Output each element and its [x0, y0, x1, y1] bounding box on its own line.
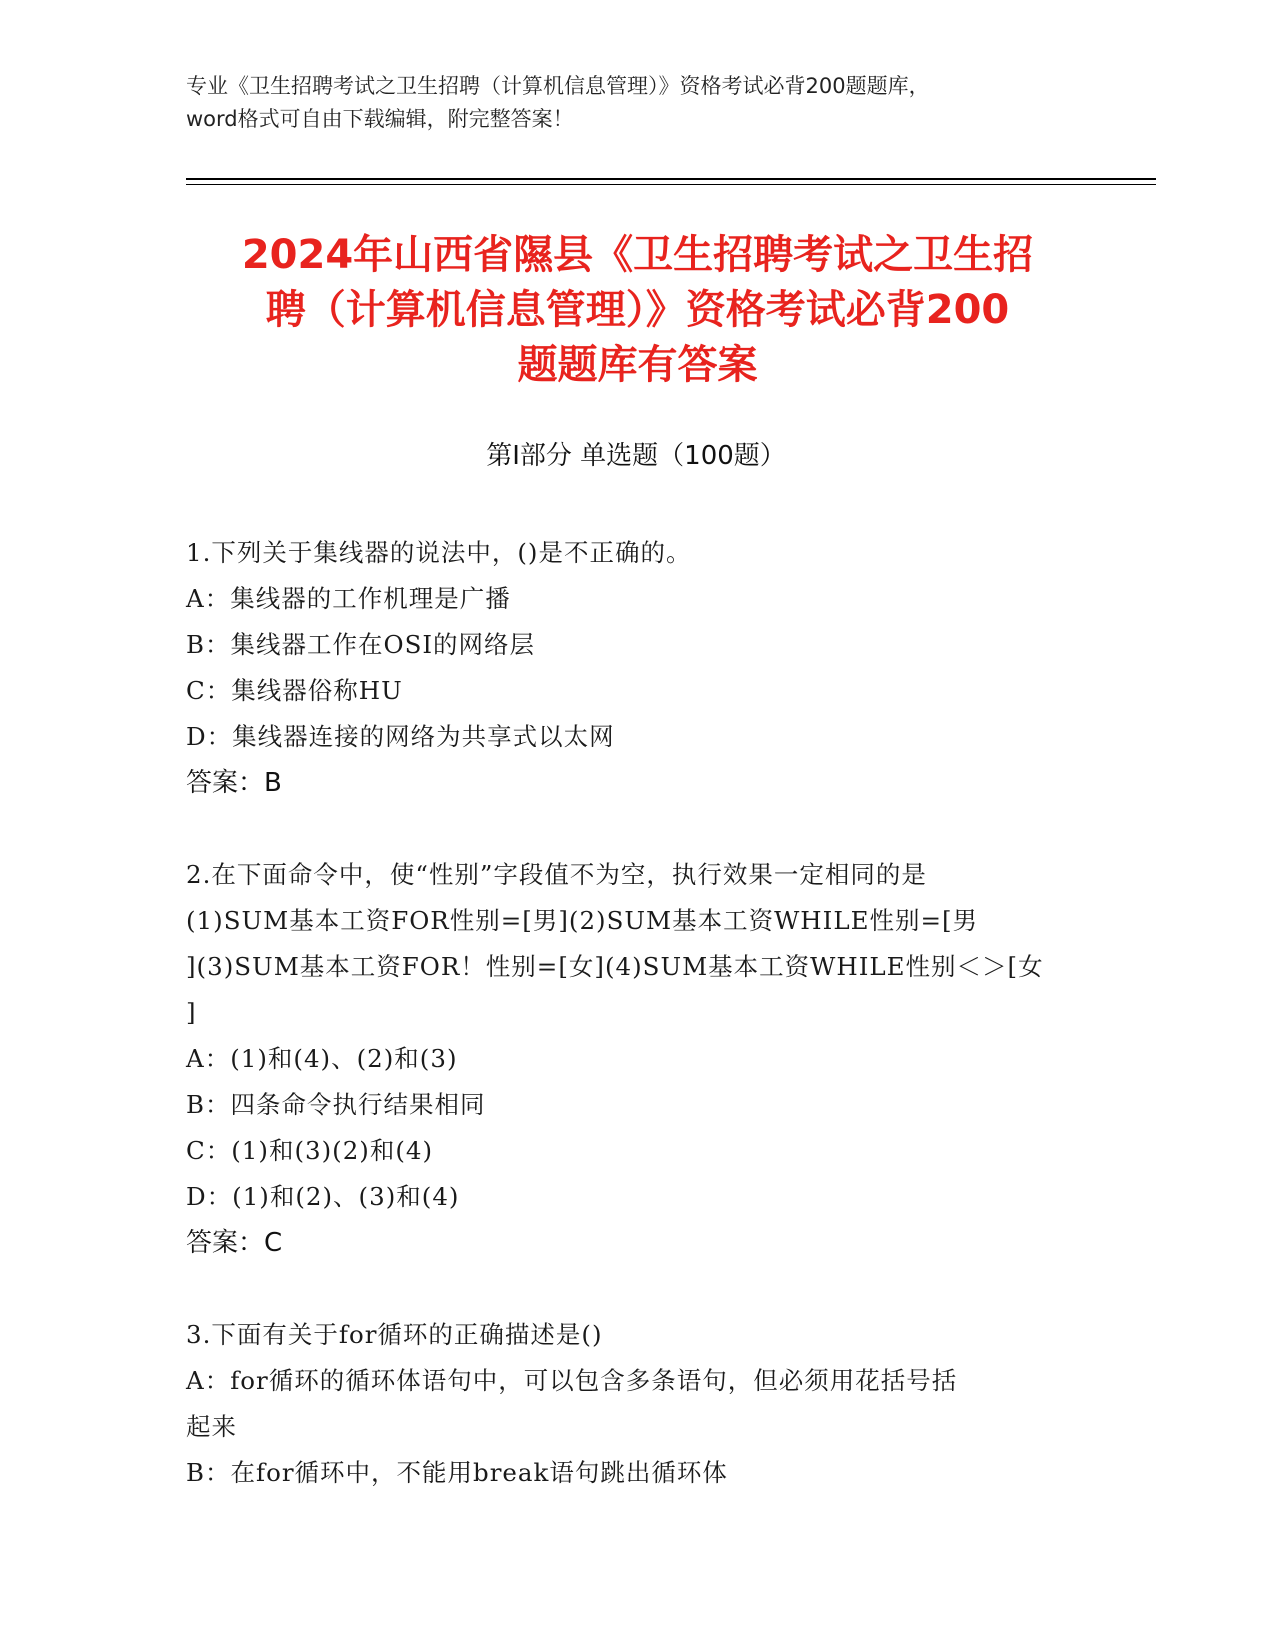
section-heading: 第I部分 单选题（100题） [486, 441, 786, 471]
question-2-option-c: C：(1)和(3)(2)和(4) [186, 1136, 434, 1165]
header-divider-thick [186, 178, 1156, 180]
question-2-option-a: A：(1)和(4)、(2)和(3) [186, 1044, 458, 1073]
question-3 [186, 1312, 1086, 1496]
question-1-option-d: D：集线器连接的网络为共享式以太网 [186, 722, 615, 751]
question-2-option-b: B：四条命令执行结果相同 [186, 1090, 486, 1119]
question-2-option-d: D：(1)和(2)、(3)和(4) [186, 1182, 460, 1211]
question-2-stem-line-4: ] [186, 998, 197, 1027]
question-1-option-b: B：集线器工作在OSI的网络层 [186, 630, 536, 659]
header-divider-thin [186, 184, 1156, 185]
question-3-option-a-continued: 起来 [186, 1412, 237, 1441]
title-line-1: 2024年山西省隰县《卫生招聘考试之卫生招 [241, 232, 1034, 278]
header-line-2: word格式可自由下载编辑，附完整答案！ [186, 107, 574, 131]
question-1-option-c: C：集线器俗称HU [186, 676, 403, 705]
header-line-1: 专业《卫生招聘考试之卫生招聘（计算机信息管理）》资格考试必背200题题库， [186, 74, 930, 98]
question-2-answer: 答案：C [186, 1228, 283, 1258]
question-3-option-b: B：在for循环中，不能用break语句跳出循环体 [186, 1458, 728, 1487]
title-line-3: 题题库有答案 [517, 342, 758, 388]
question-3-option-a: A：for循环的循环体语句中，可以包含多条语句，但必须用花括号括 [186, 1366, 958, 1395]
question-3-stem: 3.下面有关于for循环的正确描述是() [186, 1320, 603, 1349]
question-2 [186, 852, 1086, 1266]
question-1-stem: 1.下列关于集线器的说法中，()是不正确的。 [186, 538, 692, 567]
question-1-answer: 答案：B [186, 768, 282, 798]
question-2-stem-line-3: ](3)SUM基本工资FOR！性别=[女](4)SUM基本工资WHILE性别＜＞[女 [186, 952, 1044, 981]
question-1-option-a: A：集线器的工作机理是广播 [186, 584, 511, 613]
document-header [186, 70, 1086, 136]
question-1 [186, 530, 1086, 806]
title-line-2: 聘（计算机信息管理）》资格考试必背200 [265, 287, 1010, 333]
question-2-stem-line-1: 2.在下面命令中，使“性别”字段值不为空，执行效果一定相同的是 [186, 860, 927, 889]
question-2-stem-line-2: (1)SUM基本工资FOR性别=[男](2)SUM基本工资WHILE性别=[男 [186, 906, 979, 935]
question-list [186, 530, 1086, 1542]
document-title [160, 228, 1115, 393]
